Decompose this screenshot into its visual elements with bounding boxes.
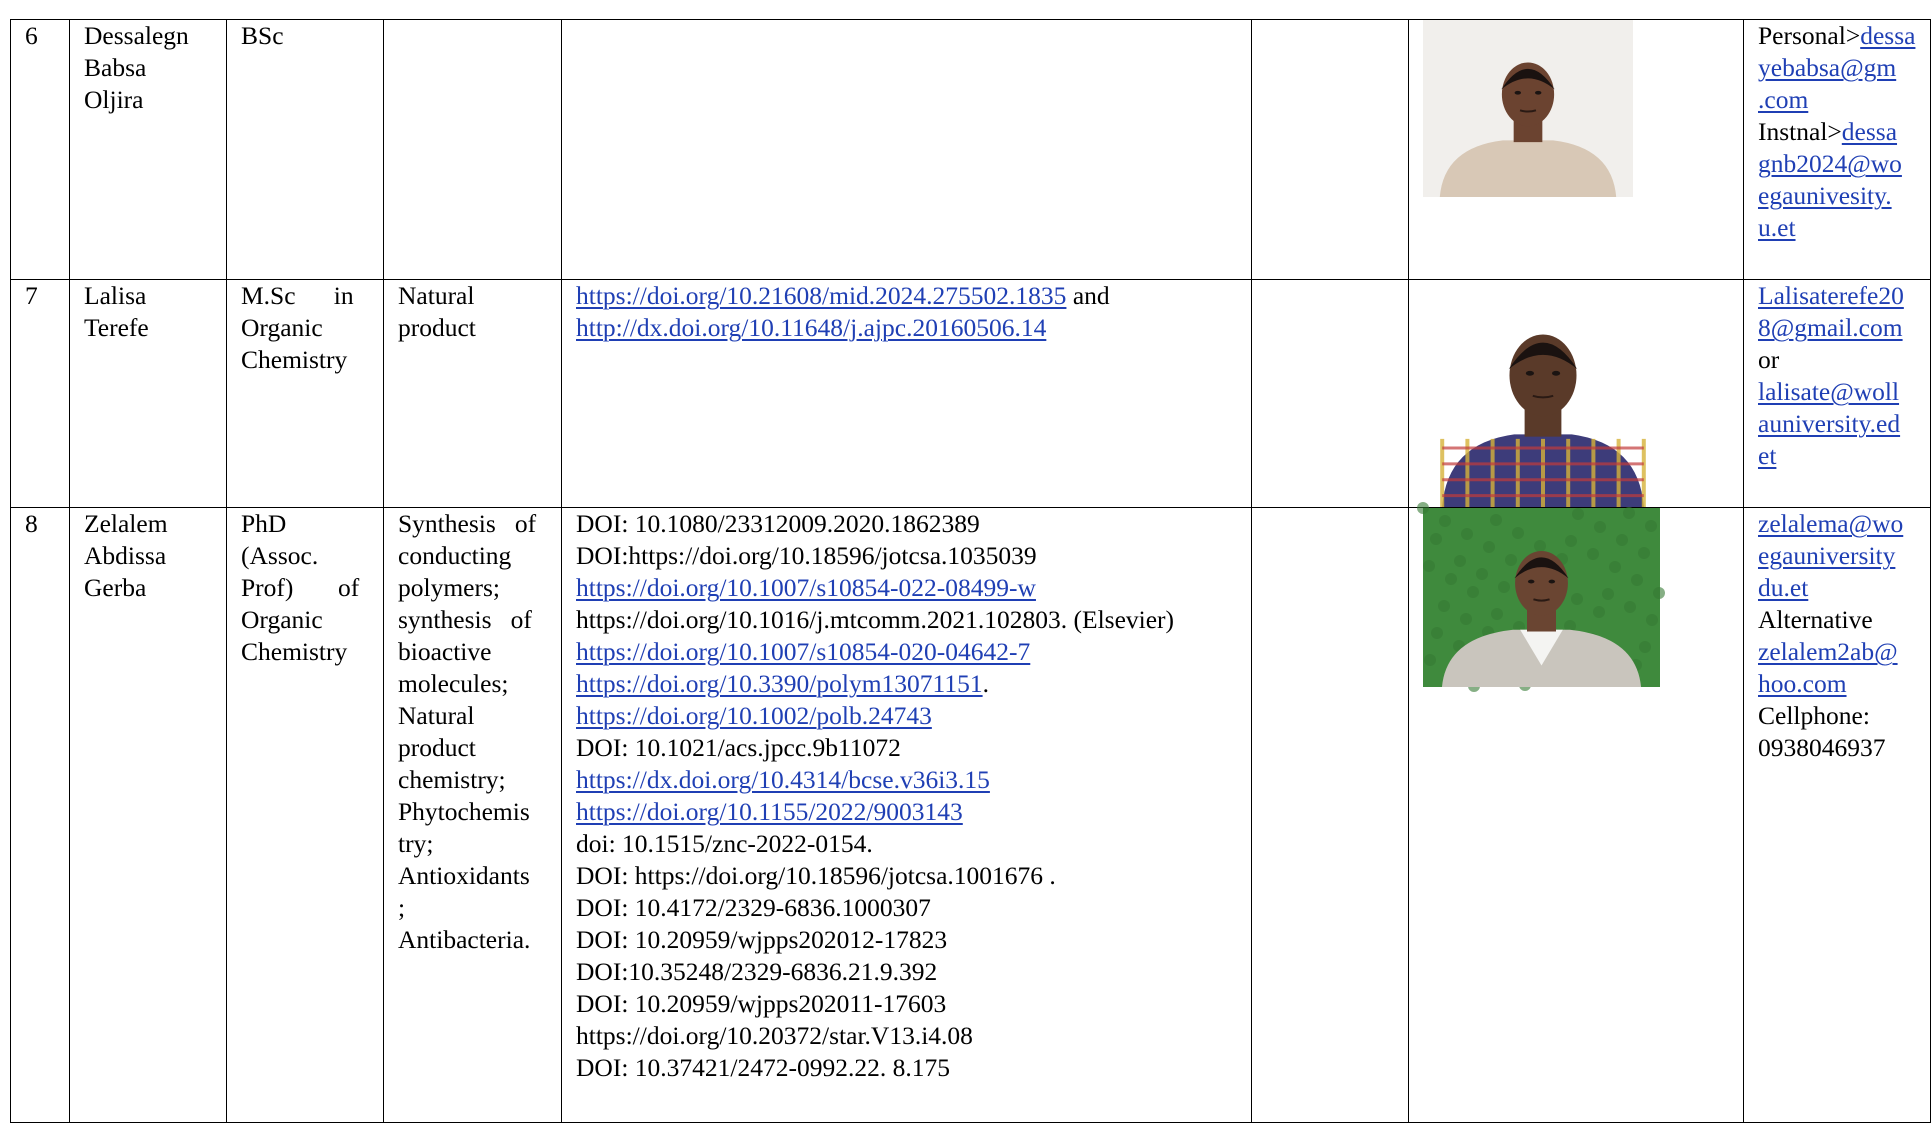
name-line: Babsa xyxy=(84,53,147,82)
publication-line xyxy=(576,508,1237,540)
cell-extra xyxy=(1252,20,1409,280)
publication-text: DOI: 10.4172/2329-6836.1000307 xyxy=(576,893,931,922)
publication-line xyxy=(576,764,1237,796)
publication-line xyxy=(576,828,1237,860)
contact-line xyxy=(1758,604,1930,636)
contact-email-link[interactable]: .com xyxy=(1758,85,1809,114)
publication-link[interactable]: https://dx.doi.org/10.4314/bcse.v36i3.15 xyxy=(576,765,990,794)
contact-email-link[interactable]: u.et xyxy=(1758,213,1796,242)
cell-number xyxy=(11,280,70,508)
research-line: product xyxy=(398,733,476,762)
publication-suffix: and xyxy=(1066,281,1110,310)
publication-line xyxy=(576,1052,1237,1084)
name-line: Abdissa xyxy=(84,541,167,570)
cell-qualification xyxy=(227,280,384,508)
research-line: polymers; xyxy=(398,573,500,602)
table-row xyxy=(11,508,1931,1123)
cell-research-area xyxy=(384,280,562,508)
contact-text: Instnal> xyxy=(1758,117,1842,146)
research-line: Phytochemis xyxy=(398,797,530,826)
research-line: molecules; xyxy=(398,669,509,698)
publication-text: DOI: 10.20959/wjpps202011-17603 xyxy=(576,989,947,1018)
contact-email-link[interactable]: du.et xyxy=(1758,573,1809,602)
publication-link[interactable]: https://doi.org/10.21608/mid.2024.275502.1835 xyxy=(576,281,1067,310)
cell-qualification xyxy=(227,20,384,280)
publication-text: https://doi.org/10.1016/j.mtcomm.2021.102803. (Elsevier) xyxy=(576,605,1175,634)
contact-email-link[interactable]: egauniversity xyxy=(1758,541,1896,570)
cell-contact xyxy=(1744,508,1931,1123)
cell-number xyxy=(11,508,70,1123)
qualification-line: Organic xyxy=(241,605,323,634)
table-row xyxy=(11,20,1931,280)
row-number: 6 xyxy=(25,21,38,50)
name-line: Terefe xyxy=(84,313,149,342)
publication-text: DOI: 10.20959/wjpps202012-17823 xyxy=(576,925,948,954)
publication-text: DOI: 10.1021/acs.jpcc.9b11072 xyxy=(576,733,901,762)
cell-extra xyxy=(1252,280,1409,508)
contact-line xyxy=(1758,700,1930,732)
contact-line xyxy=(1758,148,1930,180)
name-line: Lalisa xyxy=(84,281,147,310)
qualification-line: M.Sc in xyxy=(241,281,354,310)
publication-link[interactable]: https://doi.org/10.3390/polym13071151 xyxy=(576,669,983,698)
name-line: Oljira xyxy=(84,85,144,114)
cell-name xyxy=(70,508,227,1123)
cell-qualification xyxy=(227,508,384,1123)
contact-email-link[interactable]: lalisate@woll xyxy=(1758,377,1900,406)
qualification-line: Chemistry xyxy=(241,637,348,666)
contact-line xyxy=(1758,344,1930,376)
research-line: bioactive xyxy=(398,637,492,666)
contact-text: 0938046937 xyxy=(1758,733,1886,762)
contact-line xyxy=(1758,116,1930,148)
contact-text: Alternative xyxy=(1758,605,1873,634)
table-body xyxy=(11,20,1931,1123)
contact-line xyxy=(1758,508,1930,540)
name-line: Dessalegn xyxy=(84,21,189,50)
contact-email-link[interactable]: dessa xyxy=(1860,21,1916,50)
cell-photo xyxy=(1409,20,1744,280)
contact-line xyxy=(1758,540,1930,572)
publication-link[interactable]: https://doi.org/10.1155/2022/9003143 xyxy=(576,797,963,826)
research-line: try; xyxy=(398,829,434,858)
publication-line xyxy=(576,700,1237,732)
publication-text: https://doi.org/10.20372/star.V13.i4.08 xyxy=(576,1021,973,1050)
publication-link[interactable]: https://doi.org/10.1002/polb.24743 xyxy=(576,701,932,730)
contact-text: Cellphone: xyxy=(1758,701,1870,730)
contact-email-link[interactable]: et xyxy=(1758,441,1777,470)
research-line: product xyxy=(398,313,476,342)
contact-email-link[interactable]: hoo.com xyxy=(1758,669,1847,698)
contact-email-link[interactable]: yebabsa@gm xyxy=(1758,53,1897,82)
cell-research-area xyxy=(384,20,562,280)
contact-email-link[interactable]: zelalema@wo xyxy=(1758,509,1904,538)
qualification-line: PhD xyxy=(241,509,287,538)
publication-line xyxy=(576,668,1237,700)
research-line: Natural xyxy=(398,701,475,730)
contact-line xyxy=(1758,84,1930,116)
research-line: ; xyxy=(398,893,406,922)
qualification-line: (Assoc. xyxy=(241,541,319,570)
publication-text: DOI: 10.1080/23312009.2020.1862389 xyxy=(576,509,980,538)
publication-line xyxy=(576,924,1237,956)
publication-line xyxy=(576,1020,1237,1052)
research-line: chemistry; xyxy=(398,765,506,794)
qualification-line: BSc xyxy=(241,21,284,50)
name-line: Gerba xyxy=(84,573,147,602)
cell-research-area xyxy=(384,508,562,1123)
contact-email-link[interactable]: 8@gmail.com xyxy=(1758,313,1903,342)
publication-line xyxy=(576,860,1237,892)
research-line: Antioxidants xyxy=(398,861,530,890)
publication-line xyxy=(576,280,1237,312)
contact-email-link[interactable]: dessa xyxy=(1841,117,1898,146)
research-line: Antibacteria. xyxy=(398,925,531,954)
publication-line xyxy=(576,796,1237,828)
publication-line xyxy=(576,988,1237,1020)
cell-extra xyxy=(1252,508,1409,1123)
row-number: 8 xyxy=(25,509,38,538)
contact-line xyxy=(1758,180,1930,212)
publication-text: DOI: https://doi.org/10.18596/jotcsa.1001676 . xyxy=(576,861,1056,890)
row-number: 7 xyxy=(25,281,38,310)
cell-publications xyxy=(562,508,1252,1123)
qualification-line: Prof) of xyxy=(241,573,360,602)
contact-line xyxy=(1758,52,1930,84)
contact-text: or xyxy=(1758,345,1780,374)
publication-line xyxy=(576,892,1237,924)
contact-line xyxy=(1758,280,1930,312)
name-line: Zelalem xyxy=(84,509,168,538)
publication-line xyxy=(576,732,1237,764)
contact-email-link[interactable]: zelalem2ab@ xyxy=(1758,637,1898,666)
contact-line xyxy=(1758,572,1930,604)
cell-photo xyxy=(1409,508,1744,1123)
staff-table xyxy=(10,19,1931,1123)
research-line: conducting xyxy=(398,541,512,570)
publication-link[interactable]: http://dx.doi.org/10.11648/j.ajpc.20160506.14 xyxy=(576,313,1047,342)
research-line: Natural xyxy=(398,281,475,310)
contact-line xyxy=(1758,20,1930,52)
contact-text: Personal> xyxy=(1758,21,1861,50)
portrait-photo xyxy=(1423,508,1743,687)
table-row xyxy=(11,280,1931,508)
contact-line xyxy=(1758,440,1930,472)
qualification-line: Organic xyxy=(241,313,323,342)
research-line: synthesis of xyxy=(398,605,532,634)
publication-line xyxy=(576,540,1237,572)
contact-email-link[interactable]: egaunivesity. xyxy=(1758,181,1892,210)
cell-number xyxy=(11,20,70,280)
contact-line xyxy=(1758,376,1930,408)
contact-line xyxy=(1758,312,1930,344)
publication-link[interactable]: https://doi.org/10.1007/s10854-020-04642-7 xyxy=(576,637,1031,666)
publication-line xyxy=(576,636,1237,668)
publication-text: DOI:10.35248/2329-6836.21.9.392 xyxy=(576,957,938,986)
cell-publications xyxy=(562,280,1252,508)
publication-text: doi: 10.1515/znc-2022-0154. xyxy=(576,829,873,858)
portrait-photo xyxy=(1423,20,1743,197)
contact-line xyxy=(1758,212,1930,244)
publication-text: DOI: 10.37421/2472-0992.22. 8.175 xyxy=(576,1053,950,1082)
publication-suffix: . xyxy=(982,669,989,698)
contact-line xyxy=(1758,636,1930,668)
publication-text: DOI:https://doi.org/10.18596/jotcsa.1035039 xyxy=(576,541,1037,570)
publication-link[interactable]: https://doi.org/10.1007/s10854-022-08499-w xyxy=(576,573,1036,602)
cell-name xyxy=(70,280,227,508)
contact-line xyxy=(1758,668,1930,700)
research-line: Synthesis of xyxy=(398,509,537,538)
cell-photo xyxy=(1409,280,1744,508)
publication-line xyxy=(576,604,1237,636)
contact-line xyxy=(1758,408,1930,440)
publication-line xyxy=(576,572,1237,604)
publication-line xyxy=(576,956,1237,988)
cell-contact xyxy=(1744,20,1931,280)
publication-line xyxy=(576,312,1237,344)
contact-email-link[interactable]: gnb2024@wo xyxy=(1758,149,1902,178)
cell-name xyxy=(70,20,227,280)
contact-email-link[interactable]: auniversity.ed xyxy=(1758,409,1901,438)
contact-email-link[interactable]: Lalisaterefe20 xyxy=(1758,281,1904,310)
cell-publications xyxy=(562,20,1252,280)
cell-contact xyxy=(1744,280,1931,508)
qualification-line: Chemistry xyxy=(241,345,348,374)
contact-line xyxy=(1758,732,1930,764)
portrait-photo xyxy=(1423,280,1743,507)
